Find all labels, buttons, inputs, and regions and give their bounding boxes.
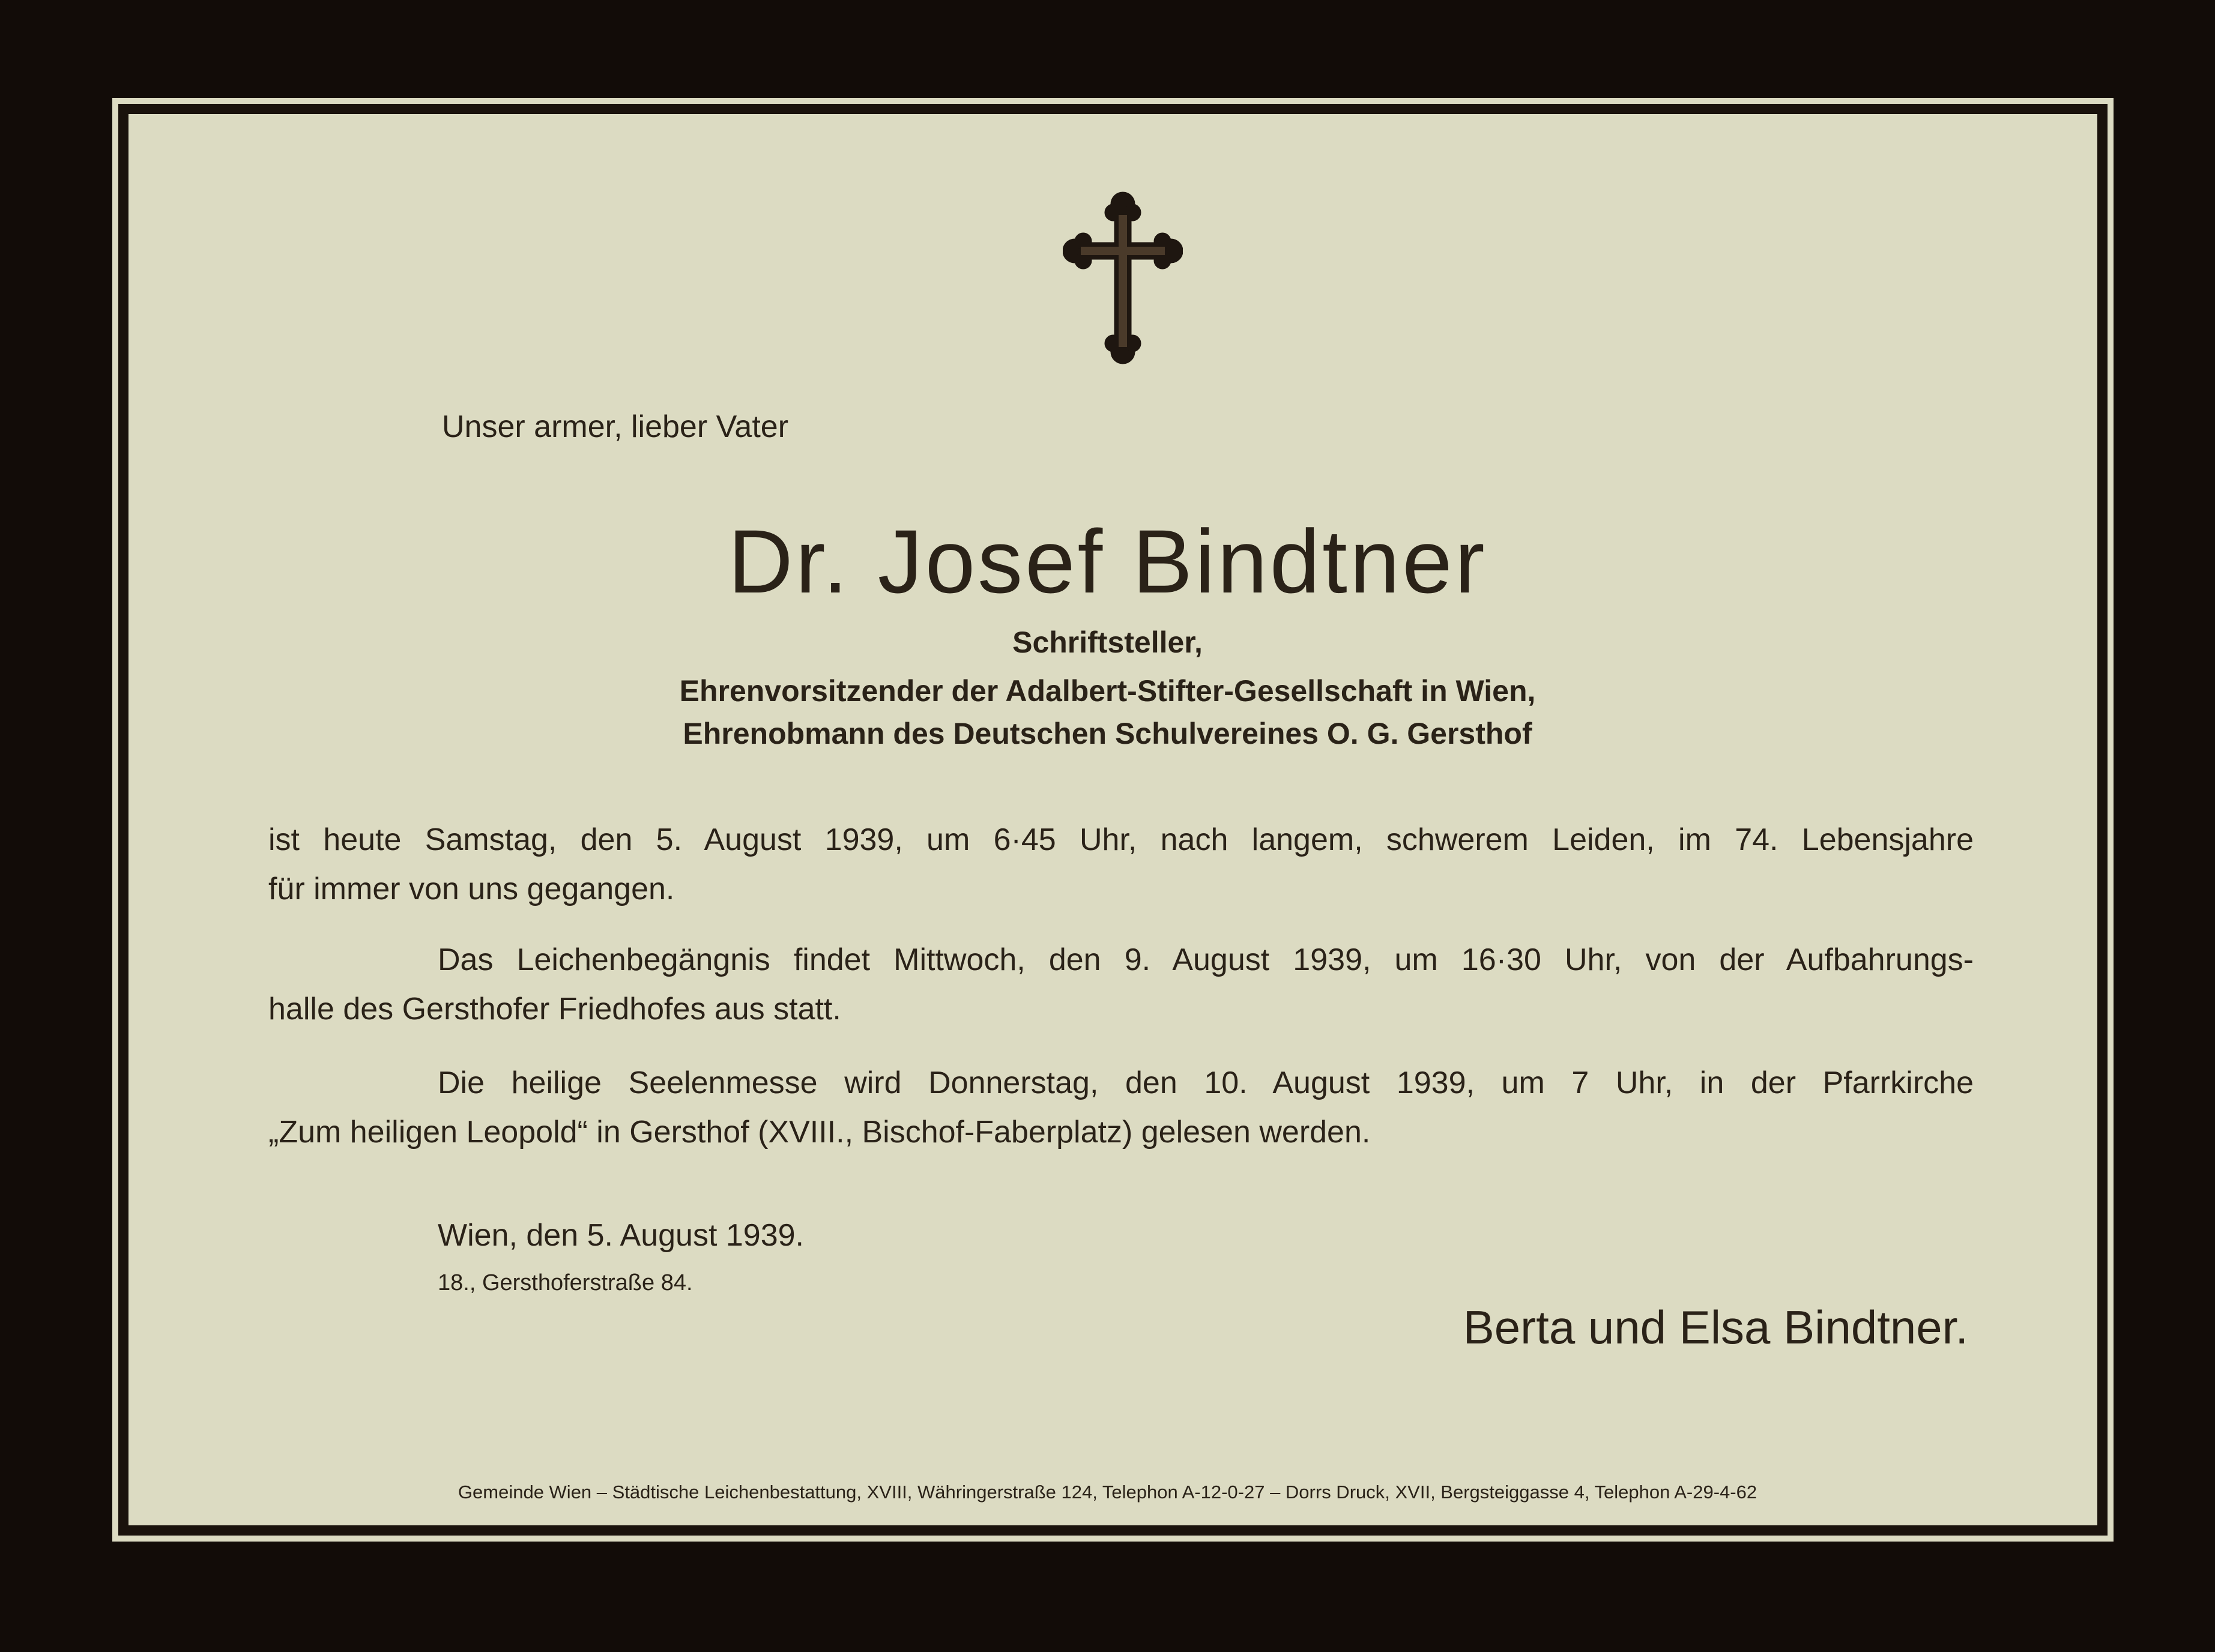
paragraph-line: Das Leichenbegängnis findet Mittwoch, den 9. August 1939, um 16·30 Uhr, von der Aufbahrungs- [438, 942, 1974, 977]
printer-footer: Gemeinde Wien – Städtische Leichenbestattung, XVIII, Währingerstraße 124, Telephon A-12-0-27 – Dorrs Druck, XVII, Bergsteiggasse 4, Telephon A-29-4-62 [458, 1482, 1757, 1503]
title-line: Schriftsteller, [1012, 626, 1203, 659]
paragraph-line: „Zum heiligen Leopold“ in Gersthof (XVIII., Bischof-Faberplatz) gelesen werden. [268, 1115, 1371, 1150]
address: 18., Gersthoferstraße 84. [438, 1270, 693, 1295]
paragraph-line: ist heute Samstag, den 5. August 1939, um 6·45 Uhr, nach langem, schwerem Leiden, im 74. Lebensjahre [268, 822, 1974, 857]
paragraph-line: halle des Gersthofer Friedhofes aus statt. [268, 992, 841, 1026]
intro-text: Unser armer, lieber Vater [442, 409, 789, 444]
cross-icon [1063, 191, 1183, 365]
paragraph-line: für immer von uns gegangen. [268, 872, 675, 906]
place-date: Wien, den 5. August 1939. [438, 1218, 804, 1253]
title-line: Ehrenvorsitzender der Adalbert-Stifter-Gesellschaft in Wien, [679, 674, 1536, 708]
paragraph-line: Die heilige Seelenmesse wird Donnerstag, den 10. August 1939, um 7 Uhr, in der Pfarrkirche [438, 1066, 1974, 1100]
deceased-name: Dr. Josef Bindtner [728, 511, 1487, 612]
title-line: Ehrenobmann des Deutschen Schulvereines O. G. Gersthof [683, 717, 1532, 750]
signature: Berta und Elsa Bindtner. [1463, 1301, 1968, 1354]
